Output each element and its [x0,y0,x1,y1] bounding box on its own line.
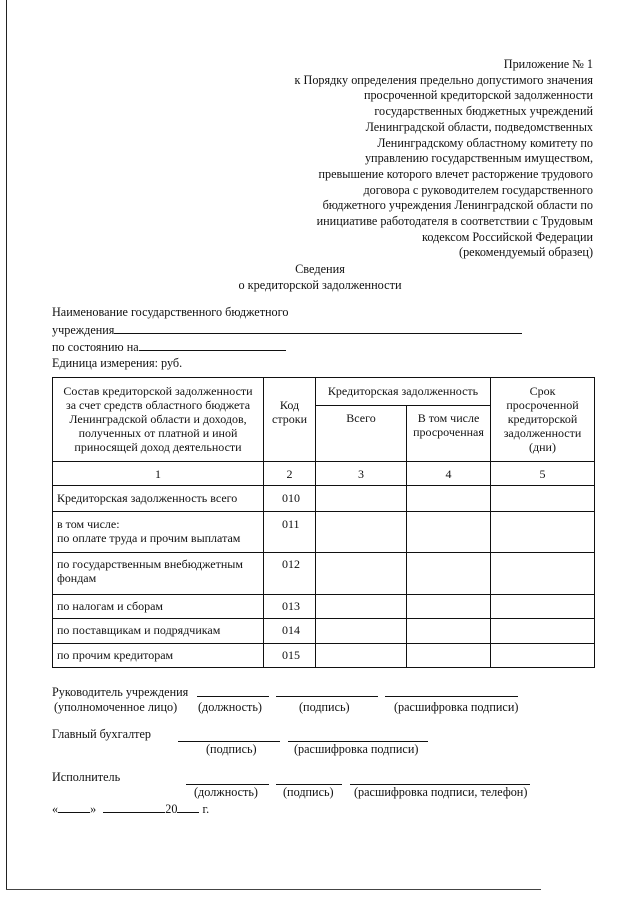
head-decoding-caption: (расшифровка подписи) [394,700,519,714]
head-label: Руководитель учреждения [52,685,189,699]
document-subtitle: о кредиторской задолженности [238,278,402,292]
row-code: 013 [264,595,316,619]
table-row [53,512,595,553]
cell-overdue[interactable] [407,486,491,512]
cell-term[interactable] [491,644,595,668]
executor-decoding-caption: (расшифровка подписи, телефон) [354,785,528,799]
header-text: полученных от платной и иной [78,426,238,440]
row-label-text: Кредиторская задолженность всего [57,491,238,505]
cell-total[interactable] [316,595,407,619]
cell-total[interactable] [316,486,407,512]
org-date-label: по состоянию на [52,340,139,354]
cell-overdue[interactable] [407,512,491,553]
cell-term[interactable] [491,512,595,553]
header-total: Всего [316,406,407,462]
appendix-line: государственных бюджетных учреждений [374,104,593,119]
table-row [53,595,595,619]
page-left-border [6,0,7,890]
executor-position-caption: (должность) [194,785,258,799]
row-label-text: по государственным внебюджетным [57,557,243,571]
cell-total[interactable] [316,619,407,644]
header-text: задолженности [503,426,582,440]
column-number: 5 [491,462,595,486]
appendix-line: договора с руководителем государственного [363,182,593,197]
accountant-label: Главный бухгалтер [52,727,152,741]
appendix-line: бюджетного учреждения Ленинградской области по [322,198,593,213]
row-label [53,512,264,553]
cell-total[interactable] [316,512,407,553]
org-date-row [52,338,522,356]
cell-overdue[interactable] [407,553,491,595]
header-text: Код [279,398,300,412]
row-label-text: в том числе: [57,517,120,531]
appendix-line: Приложение № 1 [503,57,593,71]
institution-name-field[interactable] [114,321,522,334]
document-title: Сведения [295,262,345,276]
date-day-field[interactable] [58,800,90,813]
header-term [491,378,595,462]
table-row [53,553,595,595]
appendix-line: инициативе работодателя в соответствии с Трудовым [316,214,593,229]
row-label-text: по прочим кредиторам [57,648,174,662]
head-signature-caption: (подпись) [299,700,350,714]
date-row [52,800,209,817]
row-code: 015 [264,644,316,668]
row-code: 012 [264,553,316,595]
head-decoding-line[interactable] [385,696,518,697]
appendix-line: превышение которого влечет расторжение трудового [318,166,593,181]
head-sublabel: (уполномоченное лицо) [54,700,178,714]
header-overdue [407,406,491,462]
header-text: (дни) [529,440,556,454]
cell-total[interactable] [316,644,407,668]
row-label-text: по поставщикам и подрядчикам [57,623,221,637]
report-date-field[interactable] [139,338,286,351]
cell-total[interactable] [316,553,407,595]
header-text: строки [272,412,307,426]
header-text: просроченной [506,398,579,412]
row-label [53,553,264,595]
column-number: 2 [264,462,316,486]
appendix-line: управлению государственным имуществом, [364,151,593,166]
date-open-quote: « [52,802,59,816]
row-label-text: по оплате труда и прочим выплатам [57,531,241,545]
head-position-caption: (должность) [198,700,262,714]
page-bottom-border [6,889,541,890]
row-code: 011 [264,512,316,553]
debt-table [52,377,595,668]
appendix-header [253,57,593,261]
header-text: приносящей доход деятельности [74,440,242,454]
accountant-signature-caption: (подпись) [206,742,257,756]
row-code: 014 [264,619,316,644]
header-text: В том числе [417,411,480,425]
accountant-decoding-caption: (расшифровка подписи) [294,742,419,756]
date-close-quote: » [90,802,97,816]
header-debt-group: Кредиторская задолженность [316,378,491,406]
header-text: Состав кредиторской задолженности [63,384,253,398]
table-row [53,619,595,644]
cell-overdue[interactable] [407,619,491,644]
org-institution-label: учреждения [52,322,115,337]
row-code: 010 [264,486,316,512]
appendix-line: кодексом Российской Федерации [422,229,593,244]
row-label [53,644,264,668]
header-composition [53,378,264,462]
header-text: просроченная [413,425,484,439]
column-number: 1 [53,462,264,486]
column-number: 3 [316,462,407,486]
table-row [53,644,595,668]
unit-label: Единица измерения: руб. [52,355,183,370]
cell-term[interactable] [491,486,595,512]
org-name-label: Наименование государственного бюджетного [52,305,289,319]
date-year-field[interactable] [177,800,199,813]
cell-overdue[interactable] [407,595,491,619]
appendix-line: Ленинградской области, подведомственных [365,119,593,134]
column-number-row [53,462,595,486]
appendix-line: просроченной кредиторской задолженности [363,88,593,103]
date-year-prefix: 20 [165,802,178,816]
header-text: Срок [529,384,556,398]
appendix-line: к Порядку определения предельно допустимого значения [294,72,593,87]
column-number: 4 [407,462,491,486]
cell-term[interactable] [491,595,595,619]
row-label-text: фондам [57,571,97,585]
organization-block [52,305,522,371]
header-text: за счет средств областного бюджета [65,398,251,412]
executor-label: Исполнитель [52,770,121,784]
cell-term[interactable] [491,553,595,595]
appendix-line: (рекомендуемый образец) [459,245,593,260]
header-text: Ленинградской области и доходов, [69,412,247,426]
date-suffix: г. [202,802,210,816]
header-code [264,378,316,462]
org-institution-row [52,321,522,339]
row-label [53,595,264,619]
head-position-line[interactable] [197,696,269,697]
row-label-text: по налогам и сборам [57,599,164,613]
header-text: кредиторской [507,412,578,426]
head-signature-line[interactable] [276,696,378,697]
executor-signature-caption: (подпись) [283,785,334,799]
cell-overdue[interactable] [407,644,491,668]
appendix-line: Ленинградскому областному комитету по [377,135,593,150]
table-row [53,486,595,512]
row-label [53,619,264,644]
row-label [53,486,264,512]
cell-term[interactable] [491,619,595,644]
date-month-field[interactable] [103,800,165,813]
